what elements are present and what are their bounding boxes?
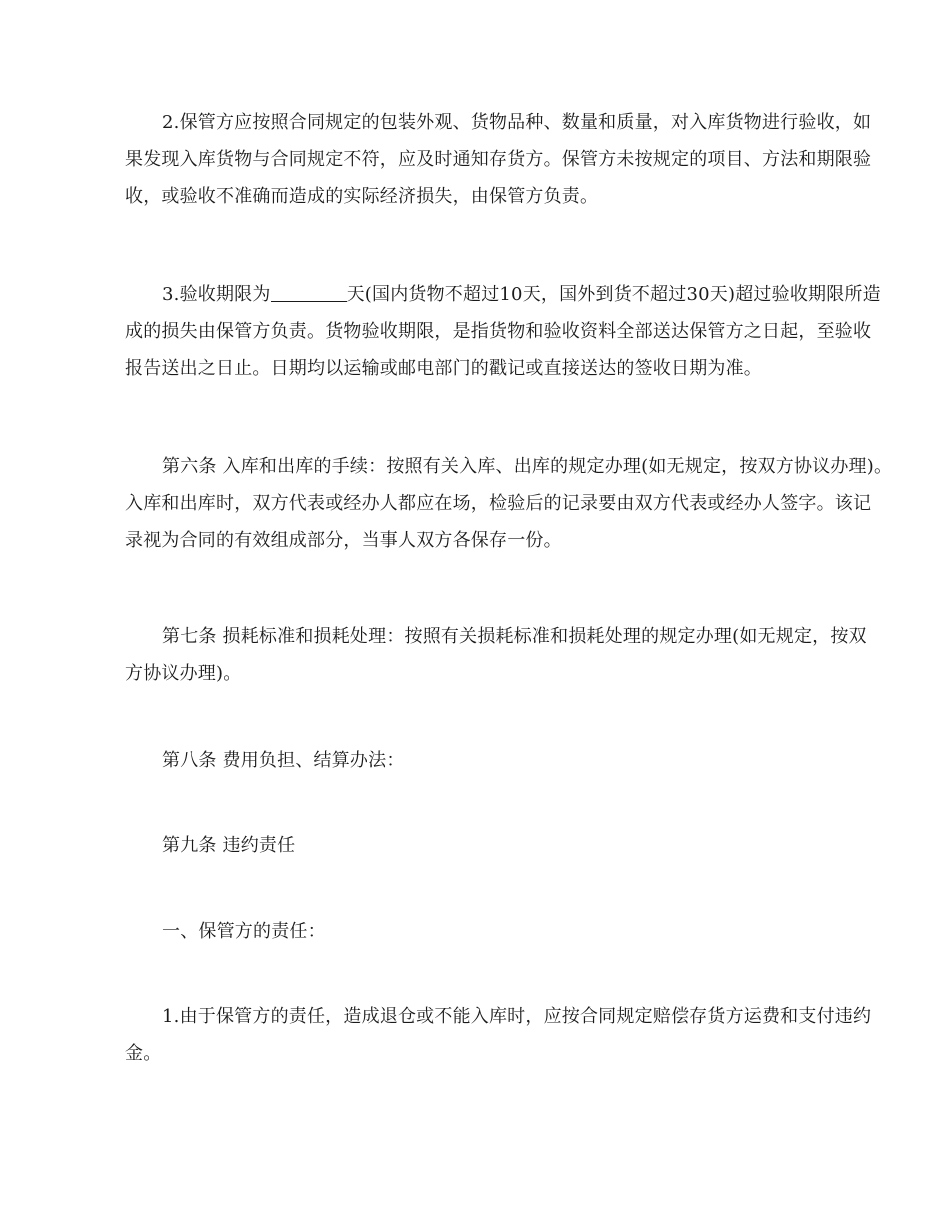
- text-line: 第八条 费用负担、结算办法：: [162, 750, 405, 771]
- text-line: 第七条 损耗标准和损耗处理：按照有关损耗标准和损耗处理的规定办理(如无规定，按双: [162, 626, 867, 647]
- paragraph-custodian-duty-heading: [88, 913, 858, 950]
- paragraph-article-6: [88, 448, 893, 559]
- text-line: 入库和出库时，双方代表或经办人都应在场，检验后的记录要由双方代表或经办人签字。该记: [125, 493, 872, 514]
- text-line: 1.由于保管方的责任，造成退仓或不能入库时，应按合同规定赔偿存货方运费和支付违约: [162, 1006, 872, 1027]
- paragraph-inspection-clause-3: [88, 276, 881, 387]
- text-line: 收，或验收不准确而造成的实际经济损失，由保管方负责。: [125, 186, 599, 207]
- text-line: 一、保管方的责任：: [162, 921, 326, 942]
- paragraph-custodian-duty-1: [88, 998, 872, 1072]
- text-line: 第六条 入库和出库的手续：按照有关入库、出库的规定办理(如无规定，按双方协议办理)。: [162, 456, 893, 477]
- text-line: 2.保管方应按照合同规定的包装外观、货物品种、数量和质量，对入库货物进行验收，如: [162, 112, 872, 133]
- paragraph-inspection-clause-2: [88, 104, 872, 215]
- text-line: 果发现入库货物与合同规定不符，应及时通知存货方。保管方未按规定的项目、方法和期限验: [125, 149, 872, 170]
- text-segment: 天(国内货物不超过10天，国外到货不超过30天)超过验收期限所造: [346, 284, 881, 305]
- text-line: [88, 276, 881, 313]
- text-line: 第九条 违约责任: [162, 835, 296, 856]
- text-line: 金。: [125, 1043, 162, 1064]
- text-segment: 3.验收期限为: [162, 284, 271, 305]
- text-line: 成的损失由保管方负责。货物验收期限，是指货物和验收资料全部送达保管方之日起，至验收: [125, 321, 872, 342]
- fill-in-blank: [271, 283, 347, 302]
- paragraph-article-8: [88, 742, 858, 779]
- text-line: 方协议办理)。: [125, 663, 242, 684]
- paragraph-article-7: [88, 618, 867, 692]
- text-line: 报告送出之日止。日期均以运输或邮电部门的戳记或直接送达的签收日期为准。: [125, 358, 762, 379]
- paragraph-article-9: [88, 827, 858, 864]
- text-line: 录视为合同的有效组成部分，当事人双方各保存一份。: [125, 530, 562, 551]
